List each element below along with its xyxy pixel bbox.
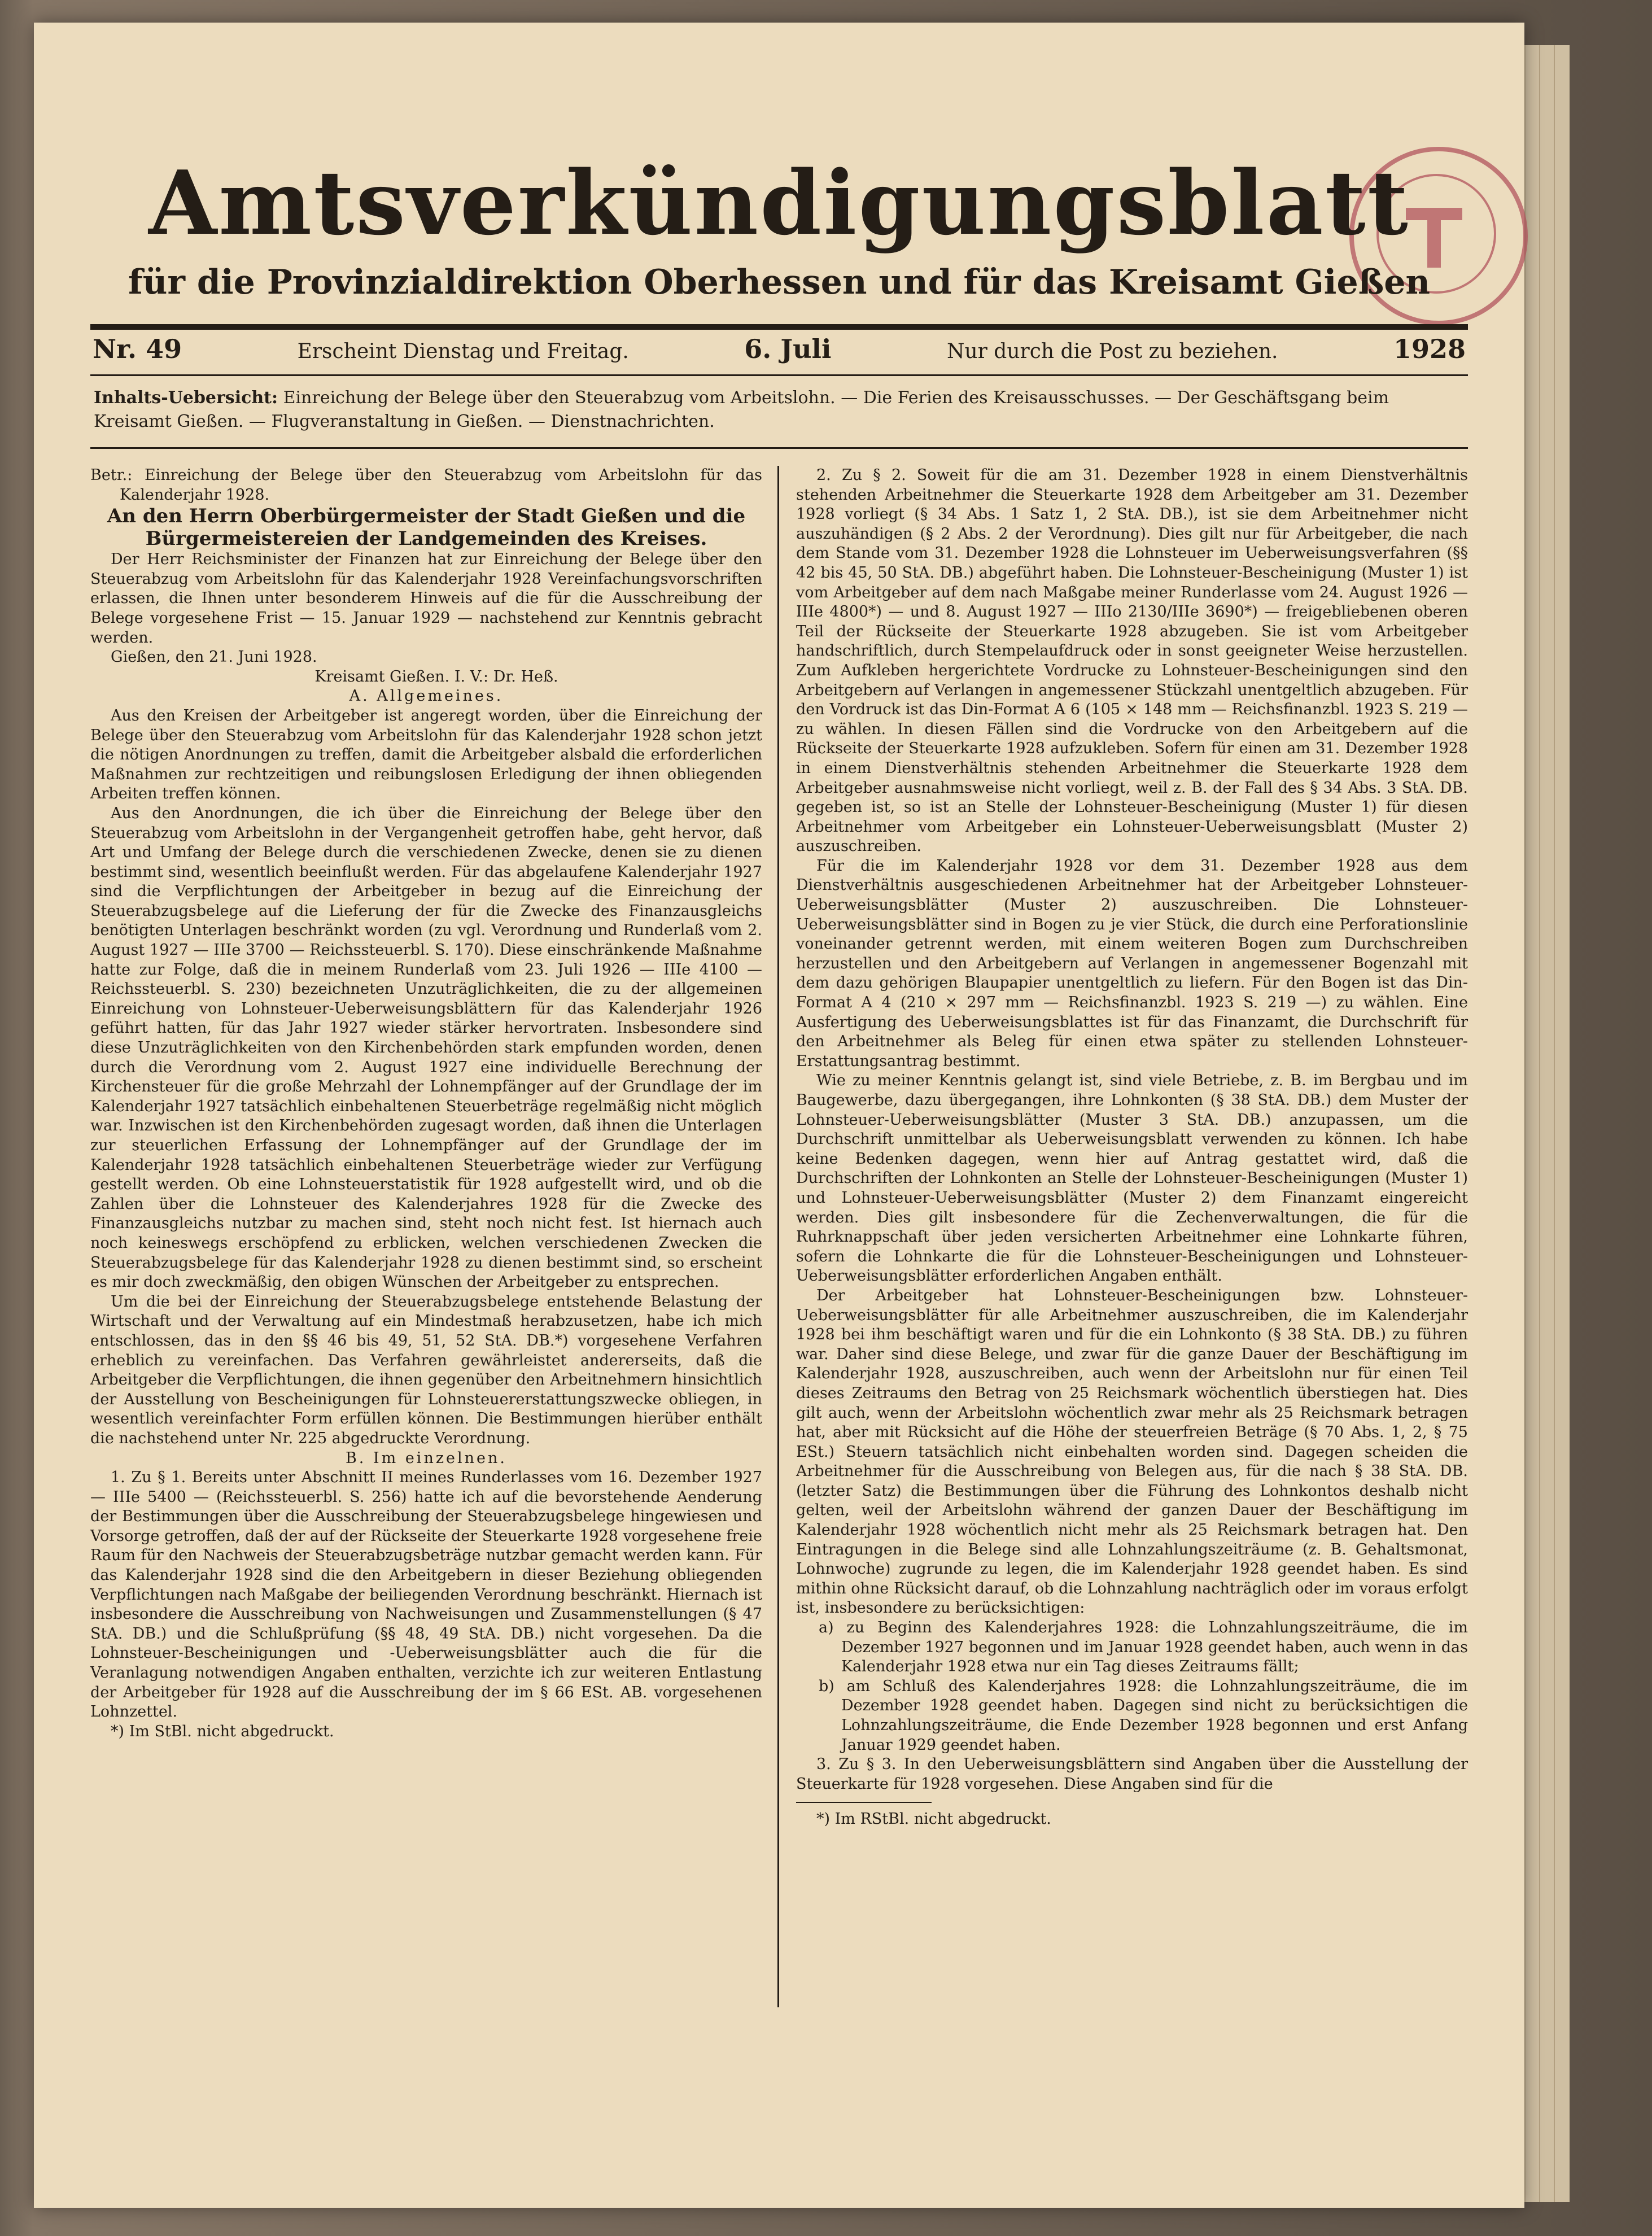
footnote: *) Im StBl. nicht abgedruckt. [111,1722,334,1740]
issue-number: Nr. 49 [93,334,182,364]
paragraph: Der Arbeitgeber hat Lohnsteuer-Bescheinigungen bzw. Lohnsteuer-Ueberweisungsblätter für alle Arbeitnehmer auszuschreiben, die im Kalenderjahr 1928 bei ihm beschäftigt waren und für die ein Lohnkonto (§ 38 StA. DB.) zu führen war. Daher sind diese Belege, und zwar für die ganze Dauer der Beschäftigung im Kalenderjahr 1928, auszuschreiben, auch wenn der Arbeitslohn nur für einen Teil dieses Zeitraums den Betrag von 25 Reichsmark wöchentlich überstiegen hat. Dies gilt auch, wenn der Arbeitslohn wöchentlich zwar mehr als 25 Reichsmark betragen hat, aber mit Rücksicht auf die Höhe der steuerfreien Beträge (§ 70 Abs. 1, 2, § 75 ESt.) Steuern tatsächlich nicht einbehalten worden sind. Dagegen scheiden die Arbeitnehmer für die Ausschreibung von Belegen aus, für die nach § 38 StA. DB. (letzter Satz) die Bestimmungen über die Führung des Lohnkontos deshalb nicht gelten, weil der Arbeitslohn während der ganzen Dauer der Beschäftigung im Kalenderjahr 1928 wöchentlich nicht mehr als 25 Reichsmark betragen hat. Den Eintragungen in die Belege sind alle Lohnzahlungszeiträume (z. B. Gehaltsmonat, Lohnwoche) zugrunde zu legen, die im Kalenderjahr 1928 geendet haben. Es sind mithin ohne Rücksicht darauf, ob die Lohnzahlung nachträglich oder im voraus erfolgt ist, insbesondere zu berücksichtigen: [796,1286,1468,1617]
newspaper-page [34,23,1524,2208]
section-heading-a: A. Allgemeines. [349,687,504,705]
issue-delivery: Nur durch die Post zu beziehen. [946,340,1278,363]
toc-text: Einreichung der Belege über den Steuerabzug vom Arbeitslohn. — Die Ferien des Kreisausschusses. — Der Geschäftsgang beim Kreisamt Gießen. — Flugveranstaltung in Gießen. — Dienstnachrichten. [94,388,1389,431]
paragraph: 3. Zu § 3. In den Ueberweisungsblättern sind Angaben über die Ausstellung der Steuerkarte für 1928 vorgesehen. Diese Angaben sind für die [796,1755,1468,1793]
toc-rule [90,447,1468,449]
addressee: An den Herrn Oberbürgermeister der Stadt Gießen und die Bürgermeistereien der Landgemeinden des Kreises. [107,505,746,551]
issue-date: 6. Juli [744,334,832,364]
paragraph: Für die im Kalenderjahr 1928 vor dem 31. Dezember 1928 aus dem Dienstverhältnis ausgeschiedenen Arbeitnehmer hat der Arbeitgeber Lohnsteuer-Ueberweisungsblätter (Muster 2) auszuschreiben. Die Lohnsteuer-Ueberweisungsblätter sind in Bogen zu je vier Stück, die durch eine Perforationslinie voneinander getrennt werden, mit einem weiteren Bogen zum Durchschreiben herzustellen und den Arbeitgebern auf Verlangen in angemessener Bogenzahl mit dem dazu gehörigen Blaupapier unentgeltlich zu liefern. Für den Bogen ist das Din-Format A 4 (210 × 297 mm — Reichsfinanzbl. 1923 S. 219 —) zu wählen. Eine Ausfertigung des Ueberweisungsblattes ist für das Finanzamt, die Durchschrift für den Arbeitnehmer als Beleg für einen etwa später zu stellenden Lohnsteuer-Erstattungsantrag bestimmt. [796,857,1468,1070]
right-column [796,466,1468,1829]
list-item: b) am Schluß des Kalenderjahres 1928: die Lohnzahlungszeiträume, die im Dezember 1928 geendet haben. Dagegen sind nicht zu berücksichtigen die Lohnzahlungszeiträume, die Ende Dezember 1928 begonnen und erst Anfang Januar 1929 geendet haben. [819,1677,1468,1754]
table-of-contents [90,376,1468,444]
paragraph: 1. Zu § 1. Bereits unter Abschnitt II meines Runderlasses vom 16. Dezember 1927 — IIIe 5400 — (Reichssteuerbl. S. 256) hatte ich auf die bevorstehende Aenderung der Bestimmungen über die Ausschreibung der Steuerabzugsbelege hingewiesen und Vorsorge getroffen, daß der auf der Rückseite der Steuerkarte 1928 vorgesehene freie Raum für den Nachweis der Steuerabzugsbeträge nutzbar gemacht werden kann. Für das Kalenderjahr 1928 sind die den Arbeitgebern in dieser Beziehung obliegenden Verpflichtungen nach Maßgabe der beiliegenden Verordnung beschränkt. Hiernach ist insbesondere die Ausschreibung von Nachweisungen und Zusammenstellungen (§ 47 StA. DB.) und die Schlußprüfung (§§ 48, 49 StA. DB.) nicht vorgesehen. Da die Lohnsteuer-Bescheinigungen und -Ueberweisungsblätter auch die für die Veranlagung notwendigen Angaben enthalten, verzichte ich zur weiteren Entlastung der Arbeitgeber für 1928 auf die Ausschreibung der im § 66 ESt. AB. vorgesehenen Lohnzettel. [90,1469,762,1721]
paragraph: Aus den Anordnungen, die ich über die Einreichung der Belege über den Steuerabzug vom Arbeitslohn in der Vergangenheit getroffen habe, geht hervor, daß Art und Umfang der Belege durch die verschiedenen Zwecke, denen sie zu dienen bestimmt sind, wesentlich beeinflußt werden. Für das abgelaufene Kalenderjahr 1927 sind die Verpflichtungen der Arbeitgeber in bezug auf die Einreichung der Steuerabzugsbelege auf die Lieferung der für die Zwecke des Finanzausgleichs benötigten Unterlagen beschränkt worden (zu vgl. Verordnung und Runderlaß vom 2. August 1927 — IIIe 3700 — Reichssteuerbl. S. 170). Diese einschränkende Maßnahme hatte zur Folge, daß die in meinem Runderlaß vom 23. Juli 1926 — IIIe 4100 — Reichssteuerbl. S. 230) bezeichneten Unzuträglichkeiten, die zu der allgemeinen Einreichung von Lohnsteuer-Ueberweisungsblättern für das Kalenderjahr 1926 geführt hatten, für das Jahr 1927 wieder stärker hervortraten. Insbesondere sind diese Unzuträglichkeiten von den Kirchenbehörden stark empfunden worden, denen durch die Verordnung vom 2. August 1927 eine individuelle Berechnung der Kirchensteuer für die große Mehrzahl der Lohnempfänger auf der Grundlage der im Kalenderjahr 1927 tatsächlich einbehaltenen Steuerbeträge regelmäßig nicht möglich war. Inzwischen ist den Kirchenbehörden zugesagt worden, daß ihnen die Unterlagen zur steuerlichen Erfassung der Lohnempfänger auf der Grundlage der im Kalenderjahr 1928 tatsächlich einbehaltenen Steuerbeträge wieder zur Verfügung gestellt werden. Ob eine Lohnsteuerstatistik für 1928 aufgestellt wird, und ob die Zahlen über die Lohnsteuer des Kalenderjahres 1928 für die Zwecke des Finanzausgleichs nutzbar zu machen sind, steht noch nicht fest. Ist hiernach auch noch keineswegs erschöpfend zu erblicken, welchen verschiedenen Zwecken die Steuerabzugsbelege für das Kalenderjahr 1928 zu dienen bestimmt sind, so erscheint es mir doch zweckmäßig, den obigen Wünschen der Arbeitgeber zu entsprechen. [90,804,762,1291]
signature: Kreisamt Gießen. I. V.: Dr. Heß. [314,667,558,685]
masthead-rule [90,324,1468,330]
footnote-rule [796,1802,932,1803]
paragraph: 2. Zu § 2. Soweit für die am 31. Dezember 1928 in einem Dienstverhältnis stehenden Arbeitnehmer die Steuerkarte 1928 dem Arbeitgeber am 31. Dezember 1928 vorliegt (§ 34 Abs. 1 Satz 1, 2 StA. DB.), ist sie dem Arbeitnehmer nicht auszuhändigen (§ 2 Abs. 2 der Verordnung). Dies gilt nur für Arbeitgeber, die nach dem Stande vom 31. Dezember 1928 die Lohnsteuer im Ueberweisungsverfahren (§§ 42 bis 45, 50 StA. DB.) abgeführt haben. Die Lohnsteuer-Bescheinigung (Muster 1) ist vom Arbeitgeber auf dem nach Maßgabe meiner Runderlasse vom 24. August 1926 — IIIe 4800*) — und 8. August 1927 — IIIo 2130/IIIe 3690*) — freigebliebenen oberen Teil der Rückseite der Steuerkarte 1928 abzugeben. Sie ist vom Arbeitgeber handschriftlich, durch Stempelaufdruck oder in sonst geeigneter Weise herzustellen. Zum Aufkleben hergerichtete Vordrucke zu Lohnsteuer-Bescheinigungen sind den Arbeitgebern auf Verlangen in angemessener Stückzahl unentgeltlich abzugeben. Für den Vordruck ist das Din-Format A 6 (105 × 148 mm — Reichsfinanzbl. 1923 S. 219 — zu wählen. In diesen Fällen sind die Vordrucke von den Arbeitgebern auf die Rückseite der Steuerkarte 1928 aufzukleben. Sofern für einen am 31. Dezember 1928 in einem Dienstverhältnis stehenden Arbeitnehmer die Steuerkarte 1928 dem Arbeitgeber ausnahmsweise nicht vorliegt, weil z. B. der Fall des § 34 Abs. 3 StA. DB. gegeben ist, so ist an Stelle der Lohnsteuer-Bescheinigung (Muster 1) für diesen Arbeitnehmer vom Arbeitgeber ein Lohnsteuer-Ueberweisungsblatt (Muster 2) auszuschreiben. [796,466,1468,855]
footnote: *) Im RStBl. nicht abgedruckt. [816,1810,1051,1828]
left-column [90,466,762,1829]
issue-schedule: Erscheint Dienstag und Freitag. [297,340,629,363]
page-edge [1554,45,1570,2202]
issue-info-row [90,330,1468,371]
paragraph: Aus den Kreisen der Arbeitgeber ist angeregt worden, über die Einreichung der Belege über den Steuerabzug vom Arbeitslohn für das Kalenderjahr 1928 schon jetzt die nötigen Anordnungen zu treffen, damit die Arbeitgeber alsbald die erforderlichen Maßnahmen zur rechtzeitigen und reibungslosen Erledigung der ihnen obliegenden Arbeiten treffen können. [90,706,762,803]
section-heading-b: B. Im einzelnen. [345,1449,508,1467]
dateline: Gießen, den 21. Juni 1928. [111,648,317,666]
page-edge [1524,45,1540,2202]
intro-paragraph: Der Herr Reichsminister der Finanzen hat zur Einreichung der Belege über den Steuerabzug vom Arbeitslohn für das Kalenderjahr 1928 Vereinfachungsvorschriften erlassen, die Ihnen unter besonderem Hinweis auf die für die Ausschreibung der Belege vorgesehene Frist — 15. Januar 1929 — nachstehend zur Kenntnis gebracht werden. [90,551,762,647]
paragraph: Wie zu meiner Kenntnis gelangt ist, sind viele Betriebe, z. B. im Bergbau und im Baugewerbe, dazu übergegangen, ihre Lohnkonten (§ 38 StA. DB.) dem Muster der Lohnsteuer-Ueberweisungsblätter (Muster 3 StA. DB.) anzupassen, um die Durchschrift unmittelbar als Ueberweisungsblatt verwenden zu können. Ich habe keine Bedenken dagegen, wenn hier auf Antrag gestattet wird, daß die Durchschriften der Lohnkonten an Stelle der Lohnsteuer-Bescheinigungen (Muster 1) und Lohnsteuer-Ueberweisungsblätter (Muster 2) dem Finanzamt eingereicht werden. Dies gilt insbesondere für die Zechenverwaltungen, die für die Ruhrknappschaft über jeden versicherten Arbeitnehmer eine Lohnkarte führen, sofern die Lohnkarte die für die Lohnsteuer-Bescheinigungen und Lohnsteuer-Ueberweisungsblätter erforderlichen Angaben enthält. [796,1072,1468,1285]
column-divider [777,466,779,2007]
page-edge [1539,45,1555,2202]
article-columns [90,466,1468,1829]
subject-line: Betr.: Einreichung der Belege über den Steuerabzug vom Arbeitslohn für das Kalenderjahr 1928. [90,466,762,504]
issue-year: 1928 [1393,334,1466,364]
list-item: a) zu Beginn des Kalenderjahres 1928: die Lohnzahlungszeiträume, die im Dezember 1927 begonnen und im Januar 1928 geendet haben, auch wenn in das Kalenderjahr 1928 etwa nur ein Tag dieses Zeitraums fällt; [819,1619,1468,1676]
toc-label: Inhalts-Uebersicht: [94,388,278,408]
page-content [90,152,1468,1829]
masthead-subtitle: für die Provinzialdirektion Oberhessen und für das Kreisamt Gießen [128,263,1431,302]
paragraph: Um die bei der Einreichung der Steuerabzugsbelege entstehende Belastung der Wirtschaft und der Verwaltung auf ein Mindestmaß herabzusetzen, habe ich mich entschlossen, das in den §§ 46 bis 49, 51, 52 StA. DB.*) vorgesehene Verfahren erheblich zu vereinfachen. Das Verfahren gewährleistet andererseits, daß die Arbeitgeber die Verpflichtungen, die ihnen gegenüber den Arbeitnehmern hinsichtlich der Ausstellung von Bescheinigungen für Lohnsteuererstattungszwecke obliegen, in wesentlich vereinfachter Form erfüllen können. Die Bestimmungen hierüber enthält die nachstehend unter Nr. 225 abgedruckte Verordnung. [90,1292,762,1447]
masthead-title: Amtsverkündigungsblatt [148,151,1410,255]
